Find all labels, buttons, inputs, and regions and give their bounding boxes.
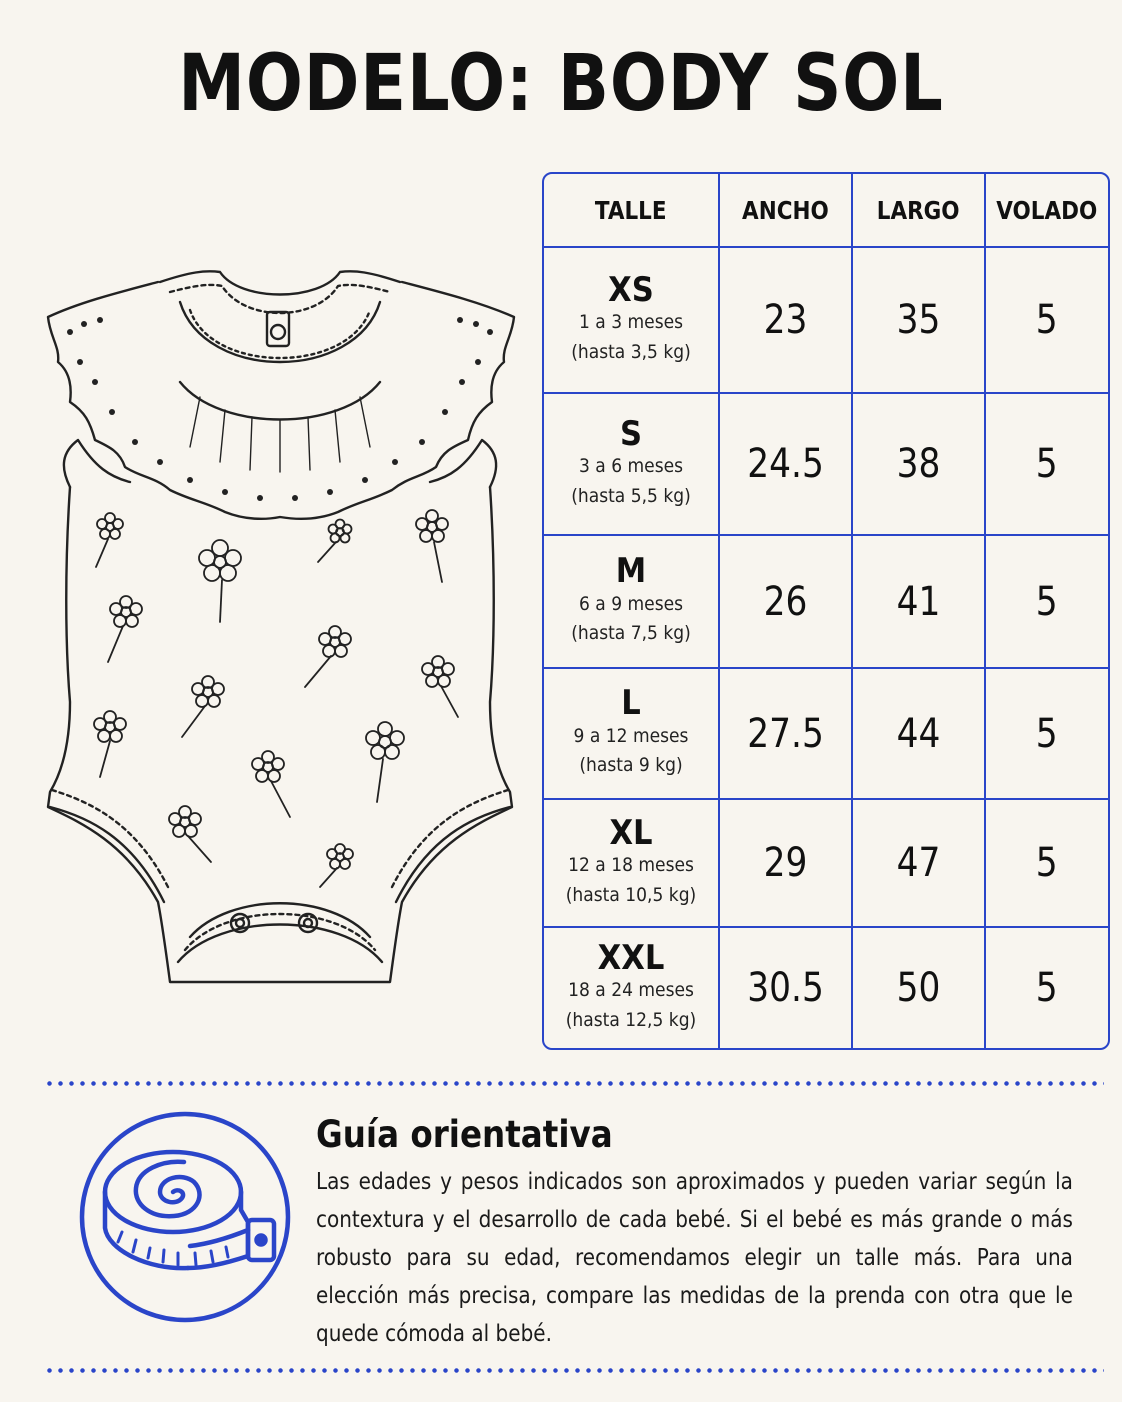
size-weight: (hasta 5,5 kg) xyxy=(571,484,691,507)
header-ancho: ANCHO xyxy=(720,174,853,248)
size-cell xyxy=(544,248,720,394)
measuring-tape-icon xyxy=(78,1110,292,1324)
volado-cell: 5 xyxy=(1036,965,1058,1011)
size-weight: (hasta 9 kg) xyxy=(579,754,683,777)
largo-cell: 50 xyxy=(853,928,986,1048)
size-weight: (hasta 12,5 kg) xyxy=(565,1008,697,1031)
size-cell xyxy=(544,669,720,800)
size-age: 9 a 12 meses xyxy=(573,724,689,747)
size-cell xyxy=(544,536,720,669)
size-name: XL xyxy=(609,812,653,853)
guide-title: Guía orientativa xyxy=(316,1113,613,1156)
size-cell xyxy=(544,394,720,536)
largo-cell: 35 xyxy=(853,248,986,394)
size-chart-table xyxy=(542,172,1110,1050)
size-name: M xyxy=(615,551,647,592)
volado-cell: 5 xyxy=(986,394,1108,536)
size-age: 12 a 18 meses xyxy=(568,854,694,877)
table-header-row xyxy=(544,174,1108,248)
size-weight: (hasta 3,5 kg) xyxy=(571,340,691,363)
size-age: 18 a 24 meses xyxy=(568,979,694,1002)
dotted-divider-top xyxy=(44,1081,1104,1086)
volado-cell: 5 xyxy=(986,800,1108,928)
table-row xyxy=(544,669,1108,800)
size-name: XS xyxy=(608,269,654,310)
page-title: MODELO: BODY SOL xyxy=(178,39,944,129)
size-name: XXL xyxy=(597,937,665,978)
header-volado: VOLADO xyxy=(986,174,1108,248)
dotted-divider-bottom xyxy=(44,1368,1104,1373)
largo-cell: 38 xyxy=(853,394,986,536)
table-row xyxy=(544,248,1108,394)
size-name: L xyxy=(621,683,641,724)
size-weight: (hasta 10,5 kg) xyxy=(565,883,697,906)
ancho-cell: 27.5 xyxy=(720,669,853,800)
baby-bodysuit-illustration xyxy=(40,262,520,1002)
guide-text: Las edades y pesos indicados son aproximados y pueden variar según la contextura y el desarrollo de cada bebé. Si el bebé es más grande o más robusto para su edad, recomendamos elegir un talle más. Para una elección más precisa, compare las medidas de la prenda con otra que le quede cómoda al bebé. xyxy=(316,1169,1073,1347)
largo-cell: 41 xyxy=(853,536,986,669)
header-largo: LARGO xyxy=(853,174,986,248)
volado-cell: 5 xyxy=(986,248,1108,394)
ancho-cell: 30.5 xyxy=(720,928,853,1048)
size-age: 6 a 9 meses xyxy=(578,592,684,615)
volado-cell: 5 xyxy=(986,669,1108,800)
largo-cell: 47 xyxy=(853,800,986,928)
size-weight: (hasta 7,5 kg) xyxy=(571,622,691,645)
size-name: S xyxy=(619,413,643,454)
ancho-cell: 24.5 xyxy=(720,394,853,536)
size-cell xyxy=(544,928,720,1048)
ancho-cell: 23 xyxy=(720,248,853,394)
largo-cell: 44 xyxy=(853,669,986,800)
table-row xyxy=(544,928,1108,1048)
size-age: 3 a 6 meses xyxy=(578,455,684,478)
table-row xyxy=(544,394,1108,536)
header-talle: TALLE xyxy=(544,174,720,248)
table-row xyxy=(544,536,1108,669)
volado-cell: 5 xyxy=(986,536,1108,669)
ancho-cell: 26 xyxy=(720,536,853,669)
size-cell xyxy=(544,800,720,928)
size-age: 1 a 3 meses xyxy=(578,311,684,334)
table-row xyxy=(544,800,1108,928)
ancho-cell: 29 xyxy=(720,800,853,928)
